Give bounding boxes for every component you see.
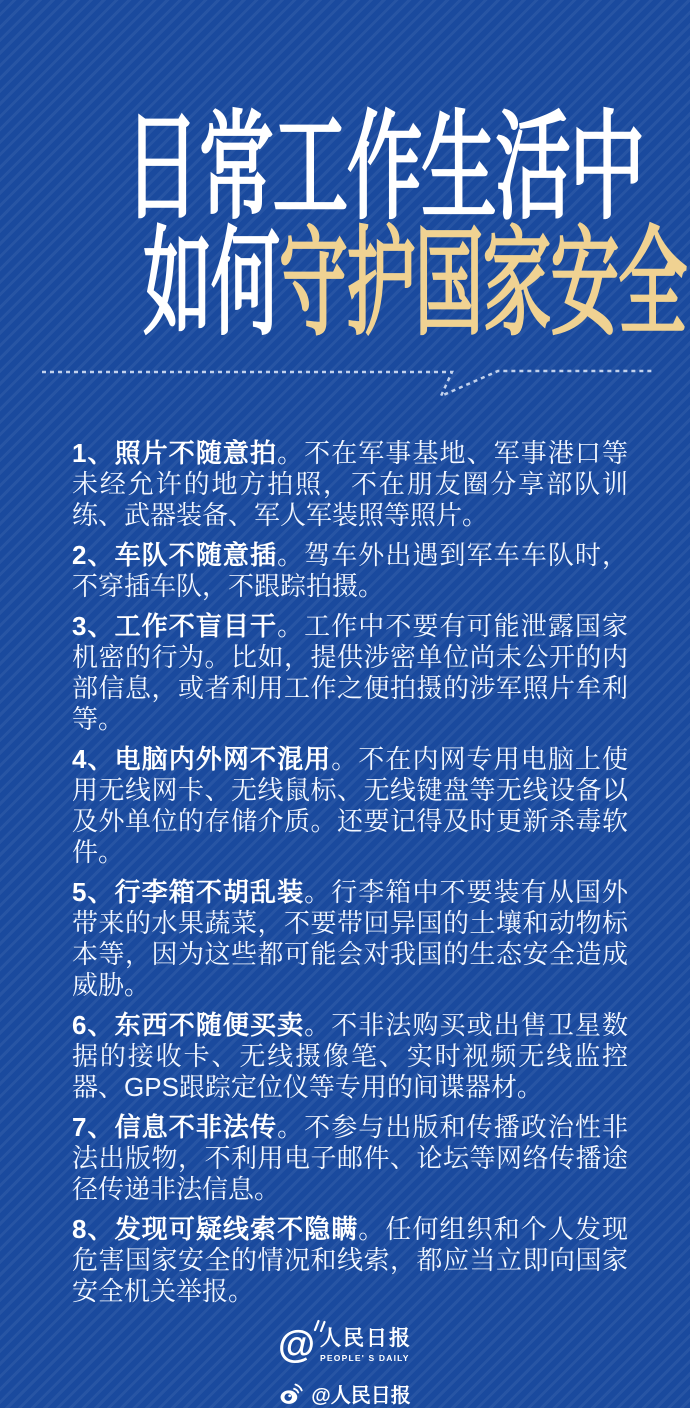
rule-lead: 3、工作不盲目干 (72, 611, 278, 641)
at-logo (278, 1325, 315, 1365)
rule-item (72, 744, 628, 868)
rule-lead: 5、行李箱不胡乱装 (72, 877, 305, 907)
rule-item (72, 1010, 628, 1103)
rule-lead: 2、车队不随意插 (72, 540, 278, 570)
rule-lead: 8、发现可疑线索不隐瞒 (72, 1214, 359, 1244)
rule-item (72, 611, 628, 735)
rule-lead: 4、电脑内外网不混用 (72, 744, 332, 774)
title-line-2-prefix: 如何 (143, 218, 279, 350)
weibo-icon (279, 1381, 304, 1406)
sound-ticks-icon (312, 1319, 327, 1332)
rule-body: 。驾车外出遇到军车车队时，不穿插车队，不跟踪拍摄。 (72, 540, 628, 601)
rule-body: 。任何组织和个人发现危害国家安全的情况和线索，都应当立即向国家安全机关举报。 (72, 1214, 628, 1306)
dashed-separator (0, 358, 690, 400)
rule-item (72, 540, 628, 602)
rule-body: 。不非法购买或出售卫星数据的接收卡、无线摄像笔、实时视频无线监控器、GPS跟踪定位仪等专用的间谍器材。 (72, 1010, 628, 1102)
title-line-1: 日常工作生活中 (124, 102, 644, 234)
title-line-2 (143, 218, 687, 350)
rule-item (72, 438, 628, 531)
rule-body: 。行李箱中不要装有从国外带来的水果蔬菜，不要带回异国的土壤和动物标本等，因为这些都可能会对我国的生态安全造成威胁。 (72, 877, 628, 1000)
rule-body: 。工作中不要有可能泄露国家机密的行为。比如，提供涉密单位尚未公开的内部信息，或者利用工作之便拍摄的涉军照片牟利等。 (72, 611, 628, 734)
weibo-handle-label: @人民日报 (311, 1385, 411, 1407)
rule-body: 。不在军事基地、军事港口等未经允许的地方拍照，不在朋友圈分享部队训练、武器装备、军人军装照等照片。 (72, 438, 628, 530)
title-line-2-highlight: 守护国家安全 (278, 218, 687, 350)
rule-body: 。不参与出版和传播政治性非法出版物，不利用电子邮件、论坛等网络传播途径传递非法信息。 (72, 1112, 628, 1204)
rule-lead: 6、东西不随便买卖 (72, 1010, 305, 1040)
rules-list (72, 438, 628, 1307)
logo-en-label: PEOPLE' S DAILY (320, 1353, 410, 1363)
rule-body: 。不在内网专用电脑上使用无线网卡、无线鼠标、无线键盘等无线设备以及外单位的存储介质。还要记得及时更新杀毒软件。 (72, 744, 628, 867)
rule-lead: 1、照片不随意拍 (72, 438, 278, 468)
poster-title (0, 0, 690, 350)
peoples-daily-logo (0, 1325, 690, 1365)
rule-item (72, 1112, 628, 1205)
rule-item (72, 877, 628, 1001)
logo-cn-label: 人民日报 (320, 1327, 413, 1350)
weibo-credit (0, 1379, 690, 1408)
rule-item (72, 1214, 628, 1307)
rule-lead: 7、信息不非法传 (72, 1112, 278, 1142)
at-icon: @ (277, 1324, 316, 1366)
logo-text (320, 1325, 412, 1363)
